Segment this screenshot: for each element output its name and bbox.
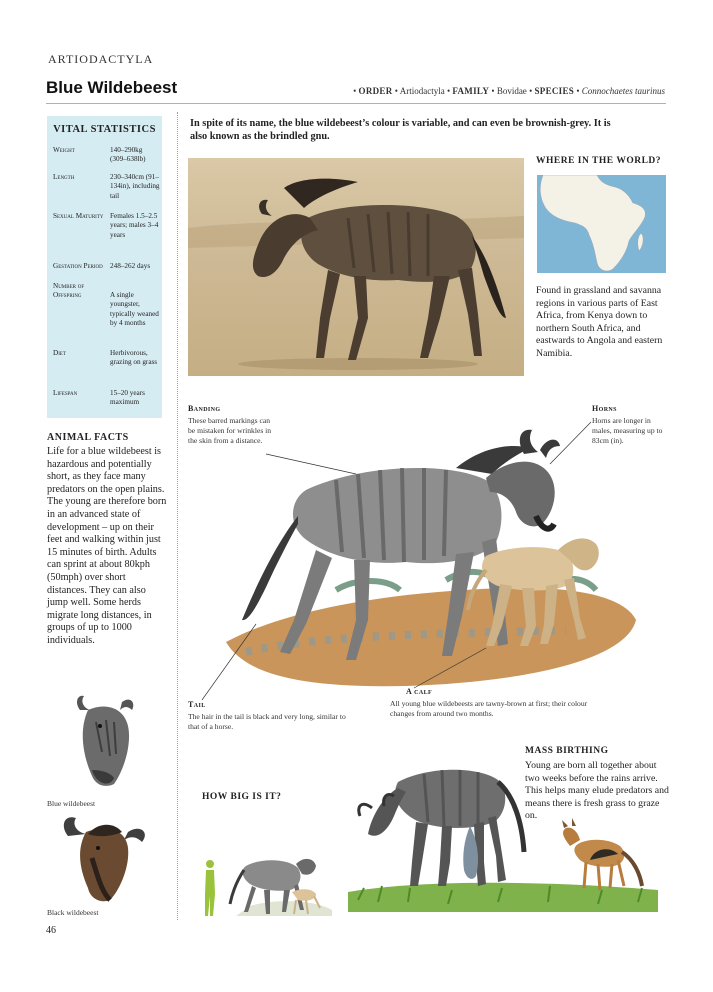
range-map bbox=[537, 175, 666, 273]
vital-value: 15–20 years maximum bbox=[110, 389, 145, 407]
column-divider bbox=[177, 112, 178, 920]
banding-label-title: Banding bbox=[188, 404, 221, 413]
horns-label-title: Horns bbox=[592, 404, 617, 413]
vital-value: 230–340cm (91–134in), including tail bbox=[110, 173, 160, 200]
page-number: 46 bbox=[46, 925, 56, 936]
vital-value: 140–290kg (309–638lb) bbox=[110, 146, 146, 164]
vital-label: Lifespan bbox=[53, 389, 78, 397]
black-wildebeest-head-illustration bbox=[58, 806, 154, 906]
vital-value: A single youngster, typically weaned by 4 months bbox=[110, 291, 159, 328]
taxonomy-line: • ORDER • Artiodactyla • FAMILY • Bovidae • SPECIES • Connochaetes taurinus bbox=[353, 86, 665, 96]
vital-label: Length bbox=[53, 173, 75, 181]
blue-wildebeest-head-illustration bbox=[66, 692, 146, 792]
how-big-heading: HOW BIG IS IT? bbox=[202, 792, 282, 802]
order-label: ORDER bbox=[358, 86, 393, 96]
section-heading: ARTIODACTYLA bbox=[48, 52, 154, 66]
wildebeest-and-calf-illustration bbox=[186, 420, 666, 700]
size-comparison-illustration bbox=[196, 846, 336, 920]
banding-label-text: These barred markings can be mistaken for wrinkles in the skin from a distance. bbox=[188, 416, 272, 445]
calf-label-title: A calf bbox=[406, 687, 433, 696]
family-label: FAMILY bbox=[452, 86, 490, 96]
vital-statistics-box bbox=[47, 116, 162, 418]
horns-label-text: Horns are longer in males, measuring up to 83cm (in). bbox=[592, 416, 663, 445]
animal-facts-heading: ANIMAL FACTS bbox=[47, 432, 129, 443]
vital-value: 248–262 days bbox=[110, 262, 151, 270]
where-in-the-world-heading: WHERE IN THE WORLD? bbox=[536, 156, 662, 166]
species-value: Connochaetes taurinus bbox=[581, 86, 665, 96]
family-value: Bovidae bbox=[496, 86, 527, 96]
mass-birthing-body: Young are born all together about two weeks before the rains arrive. This helps many elude predators and means there is fresh grass to graze on. bbox=[525, 760, 669, 822]
tail-label-title: Tail bbox=[188, 700, 206, 709]
vital-label: Gestation Period bbox=[53, 262, 103, 270]
wildebeest-photo bbox=[188, 158, 524, 376]
page-title: Blue Wildebeest bbox=[46, 78, 178, 97]
africa-map-svg bbox=[537, 175, 666, 273]
order-value: Artiodactyla bbox=[399, 86, 445, 96]
wildebeest-photo-svg bbox=[188, 158, 524, 376]
calf-label-text: All young blue wildebeests are tawny-brown at first; their colour changes from around two months. bbox=[390, 699, 588, 718]
vital-label: Diet bbox=[53, 349, 66, 357]
mass-birthing-heading: MASS BIRTHING bbox=[525, 746, 609, 756]
header-rule bbox=[46, 103, 666, 104]
species-label: SPECIES bbox=[534, 86, 575, 96]
animal-facts-body: Life for a blue wildebeest is hazardous and potentially short, as they face many predators on the open plains. The young are therefore born in an advanced state of development – up on their feet and walking within just 15 minutes of birth. Adults can sprint at about 80kph (50mph) over short distances. They can also jump well. Some herds migrate long distances, in groups of up to 1000 individuals. bbox=[47, 446, 167, 646]
vital-value: Herbivorous, grazing on grass bbox=[110, 349, 158, 367]
vital-label: Sexual Maturity bbox=[53, 212, 104, 220]
vital-label: Weight bbox=[53, 146, 75, 154]
vital-label: Number of Offspring bbox=[53, 282, 85, 300]
blue-wildebeest-caption: Blue wildebeest bbox=[47, 799, 96, 808]
vital-value: Females 1.5–2.5 years; males 3–4 years bbox=[110, 212, 159, 239]
where-in-the-world-body: Found in grassland and savanna regions in various parts of East Africa, from Kenya down to northern South Africa, and eastwards to Angola and eastern Namibia. bbox=[536, 285, 663, 359]
tail-label-text: The hair in the tail is black and very long, similar to that of a horse. bbox=[188, 712, 346, 731]
intro-text: In spite of its name, the blue wildebeest’s colour is variable, and can even be brownish-grey. It is also known as the brindled gnu. bbox=[190, 118, 611, 142]
black-wildebeest-caption: Black wildebeest bbox=[47, 908, 99, 917]
vital-statistics-heading: VITAL STATISTICS bbox=[53, 124, 156, 135]
